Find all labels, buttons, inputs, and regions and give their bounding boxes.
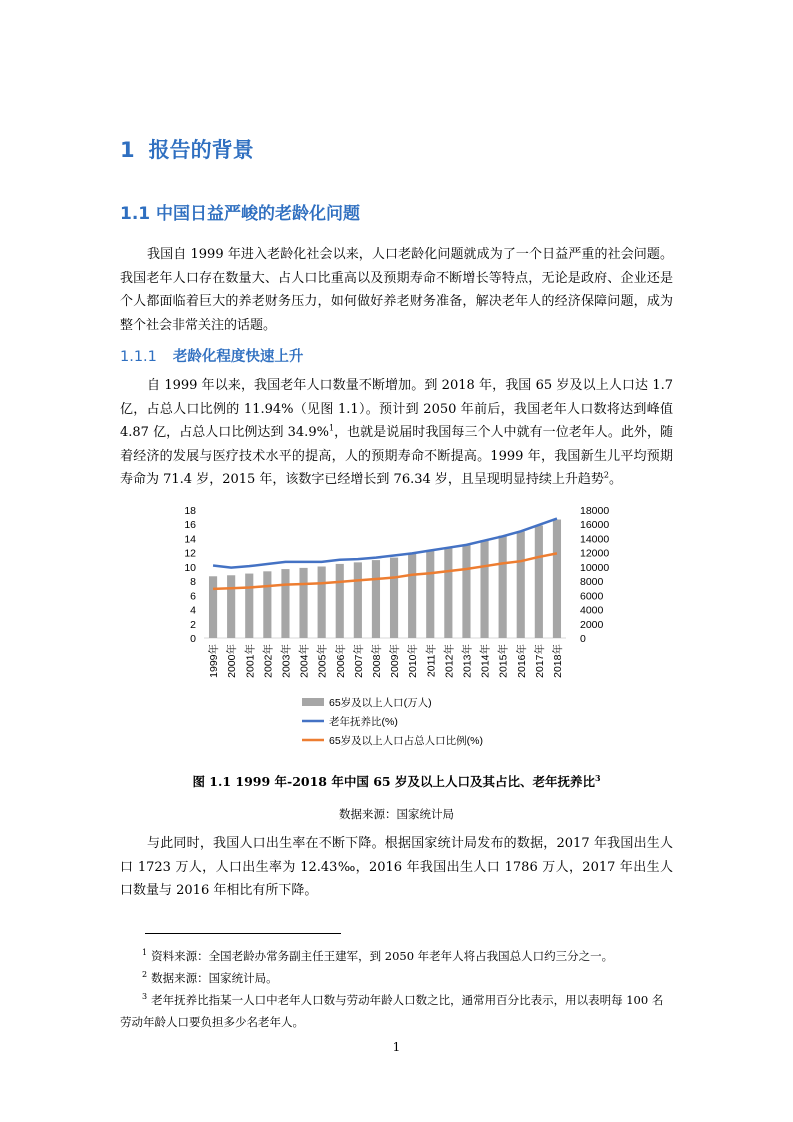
- bar-2008年: [372, 560, 380, 638]
- figure-source: 数据来源：国家统计局: [339, 807, 454, 821]
- x-tick-label: 2012年: [443, 644, 456, 678]
- bar-1999年: [209, 576, 217, 638]
- bar-2011年: [426, 551, 434, 638]
- y-right-tick-label: 12000: [580, 547, 610, 560]
- bar-2018年: [553, 520, 561, 638]
- figure-caption: [120, 772, 673, 790]
- y-right-tick-label: 4000: [580, 604, 604, 617]
- footnotes: [120, 945, 673, 1033]
- x-tick-label: 1999年: [208, 644, 221, 678]
- y-right-tick-label: 10000: [580, 561, 610, 574]
- footnote-2-text: 数据来源：国家统计局。: [151, 971, 278, 985]
- subsubsection-heading: [120, 345, 303, 366]
- x-tick-label: 2000年: [226, 644, 239, 678]
- x-tick-label: 2006年: [334, 644, 347, 678]
- paragraph-aging-part1: 自 1999 年以来，我国老年人口数量不断增加。到 2018 年，我国 65 岁及以上人口达 1.7 亿，占总人口比例的 11.94%（见图 1.1）。预计到 2050 年前后，我国老年人口数将达到峰值 4.87 亿，占总人口比例达到 34.9%: [120, 378, 673, 440]
- bar-2007年: [354, 562, 362, 638]
- bar-2003年: [281, 569, 289, 638]
- footnote-separator: [145, 933, 341, 934]
- footnote-2-number: 2: [142, 970, 148, 980]
- y-left-tick-label: 8: [190, 576, 196, 589]
- legend-label-0: 65岁及以上人口(万人): [329, 697, 432, 709]
- x-tick-label: 2011年: [425, 644, 438, 678]
- y-left-tick-label: 12: [184, 547, 196, 560]
- x-tick-label: 2017年: [533, 644, 546, 678]
- y-left-tick-label: 2: [190, 618, 196, 631]
- figure-caption-text: 图 1.1 1999 年-2018 年中国 65 岁及以上人口及其占比、老年抚养比: [192, 774, 595, 789]
- footnote-3-text: 老年抚养比指某一人口中老年人口数与劳动年龄人口数之比，通常用百分比表示，用以表明每 100 名劳动年龄人口要负担多少名老年人。: [120, 993, 664, 1029]
- bar-2005年: [318, 566, 326, 638]
- y-right-tick-label: 8000: [580, 576, 604, 589]
- y-left-tick-label: 6: [190, 590, 196, 603]
- bar-2006年: [336, 564, 344, 638]
- paragraph-intro: [120, 243, 673, 337]
- bar-2000年: [227, 575, 235, 638]
- section-number: 1: [120, 138, 135, 162]
- x-tick-label: 2014年: [479, 644, 492, 678]
- footnote-1-number: 1: [142, 948, 148, 958]
- page-number: 1: [392, 1040, 401, 1054]
- x-tick-label: 2013年: [461, 644, 474, 678]
- x-tick-label: 2001年: [244, 644, 257, 678]
- y-right-tick-label: 6000: [580, 590, 604, 603]
- x-tick-label: 2018年: [551, 644, 564, 678]
- y-left-tick-label: 16: [184, 519, 196, 532]
- paragraph-aging: [120, 374, 673, 492]
- legend-label-2: 65岁及以上人口占总人口比例(%): [329, 735, 484, 747]
- legend-label-1: 老年抚养比(%): [329, 716, 398, 728]
- y-left-tick-label: 10: [184, 561, 196, 574]
- bar-2009年: [390, 558, 398, 638]
- x-tick-label: 2004年: [298, 644, 311, 678]
- footnote-ref-2[interactable]: 2: [603, 470, 610, 480]
- footnote-2: [120, 967, 673, 989]
- section-title: 报告的背景: [148, 138, 254, 162]
- x-tick-label: 2003年: [280, 644, 293, 678]
- footnote-1: [120, 945, 673, 967]
- bar-2010年: [408, 553, 416, 638]
- footnote-3: [120, 989, 673, 1033]
- x-tick-label: 2009年: [389, 644, 402, 678]
- legend-swatch-0: [302, 698, 324, 706]
- bar-2016年: [517, 531, 525, 638]
- y-left-tick-label: 18: [184, 505, 196, 517]
- y-right-tick-label: 16000: [580, 519, 610, 532]
- bar-2015年: [499, 536, 507, 638]
- paragraph-aging-part3: 。: [609, 472, 623, 487]
- x-tick-label: 2005年: [316, 644, 329, 678]
- footnote-ref-3[interactable]: 3: [594, 772, 601, 783]
- x-tick-label: 2010年: [407, 644, 420, 678]
- subsubsection-number: 1.1.1: [120, 349, 157, 365]
- y-left-tick-label: 14: [184, 533, 196, 546]
- subsection-heading: 1.1 中国日益严峻的老龄化问题: [120, 204, 361, 224]
- footnote-ref-1[interactable]: 1: [328, 423, 335, 433]
- footnote-3-number: 3: [142, 992, 148, 1002]
- y-right-tick-label: 14000: [580, 533, 610, 546]
- paragraph-aging-part2: ，也就是说届时我国每三个人中就有一位老年人。此外，随着经济的发展与医疗技术水平的提高，人的预期寿命不断提高。1999 年，我国新生儿平均预期寿命为 71.4 岁，2015 年，该数字已经增长到 76.34 岁，且呈现明显持续上升趋势: [120, 425, 673, 487]
- bar-2014年: [480, 540, 488, 638]
- subsubsection-title: 老龄化程度快速上升: [172, 349, 304, 365]
- section-heading: [120, 134, 254, 164]
- bar-2002年: [263, 571, 271, 638]
- x-tick-label: 2002年: [262, 644, 275, 678]
- bar-2004年: [299, 568, 307, 638]
- paragraph-birthrate-text: 与此同时，我国人口出生率在不断下降。根据国家统计局发布的数据，2017 年我国出生人口 1723 万人，人口出生率为 12.43‰，2016 年我国出生人口 1786 万人，2017 年出生人口数量与 2016 年相比有所下降。: [120, 836, 673, 898]
- y-left-tick-label: 4: [190, 604, 196, 617]
- aging-chart: [166, 498, 626, 758]
- y-right-tick-label: 0: [580, 633, 586, 645]
- bar-2013年: [462, 544, 470, 638]
- x-tick-label: 2016年: [515, 644, 528, 678]
- x-tick-label: 2015年: [497, 644, 510, 678]
- x-tick-label: 2007年: [352, 644, 365, 678]
- footnote-1-text: 资料来源：全国老龄办常务副主任王建军，到 2050 年老年人将占我国总人口约三分之一。: [151, 949, 614, 963]
- bar-2001年: [245, 574, 253, 638]
- y-right-tick-label: 18000: [580, 505, 610, 517]
- y-right-tick-label: 2000: [580, 618, 604, 631]
- y-left-tick-label: 0: [190, 633, 196, 645]
- bar-2017年: [535, 525, 543, 638]
- bar-2012年: [444, 548, 452, 638]
- paragraph-intro-text: 我国自 1999 年进入老龄化社会以来，人口老龄化问题就成为了一个日益严重的社会问题。我国老年人口存在数量大、占人口比重高以及预期寿命不断增长等特点，无论是政府、企业还是个人都面临着巨大的养老财务压力，如何做好养老财务准备，解决老年人的经济保障问题，成为整个社会非常关注的话题。: [120, 247, 673, 333]
- x-tick-label: 2008年: [370, 644, 383, 678]
- paragraph-birthrate: [120, 832, 673, 903]
